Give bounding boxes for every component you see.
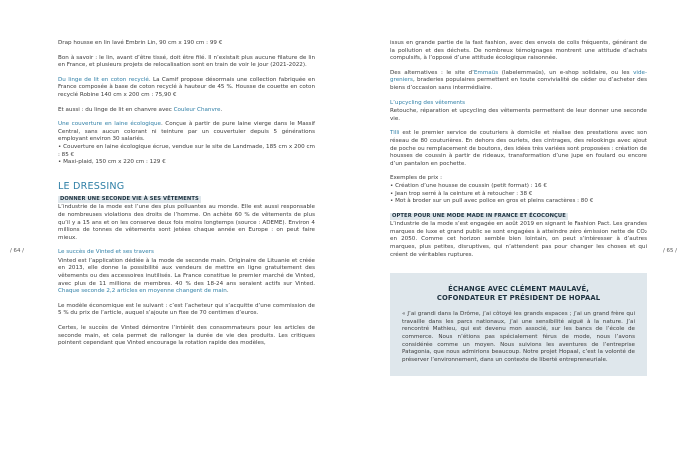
paragraph-laine: Une couverture en laine écologique. Conçue à partir de pure laine vierge dans le Massif Central, sans aucun colorant ni teinture par un couvertuier depuis 5 générations employant environ 30 salariés. — [58, 121, 315, 143]
page-number-left: / 64 / — [10, 248, 24, 254]
link-emmaus[interactable]: Emmaüs — [473, 69, 499, 76]
interview-box — [390, 273, 647, 376]
paragraph-vinted: Vinted est l’application dédiée à la mode de seconde main. Originaire de Lituanie et créée en 2013, elle donne la possibilité aux vendeurs de mettre en ligne gratuitement des vêtements ou des accessoires inutilisés. La France constitue le premier marché de Vinted, avec plus de 11 millions de membres. 40 % des 18-24 ans seraient actifs sur Vinted. Chaque seconde 2,2 articles en moyenne changent de main. — [58, 257, 315, 295]
bullet-prix-housse: • Création d’une housse de coussin (petit format) : 16 € — [390, 182, 547, 189]
right-page — [390, 40, 647, 376]
paragraph-modele: Le modèle économique est le suivant : c’est l’acheteur qui s’acquitte d’une commission de 5 % du prix de l’article, auquel s’ajoute un fixe de 70 centimes d’euros. — [58, 302, 315, 317]
page-number-right: / 65 / — [663, 248, 677, 254]
prix-intro: Exemples de prix : — [390, 175, 442, 182]
link-tilli[interactable]: Tilli — [390, 130, 400, 137]
interview-title: ÉCHANGE AVEC CLÉMENT MAULAVÉ, COFONDATEUR ET PRÉSIDENT DE HOPAAL — [436, 285, 601, 303]
paragraph-retouche: Retouche, réparation et upcycling des vêtements permettent de leur donner une seconde vie. — [390, 108, 647, 122]
paragraph-chanvre: Et aussi : du linge de lit en chanvre avec Couleur Chanvre. — [58, 106, 223, 113]
paragraph-alternatives: Des alternatives : le site d’Emmaüs (labelemmaüs), un e-shop solidaire, ou les vide-greniers, braderies populaires permettent en toute convivialité de céder ou d’acheter des biens d’occasion sans intermédiaire. — [390, 69, 647, 91]
paragraph-linge-coton: Du linge de lit en coton recyclé. La Camif propose désormais une collection fabriquée en France composée à base de coton recyclé à hauteur de 45 %. Housse de couette en coton recyclé Robine 140 cm x 200 cm : 75,90 € — [58, 76, 315, 98]
link-couverture-laine[interactable]: Une couverture en laine écologique — [58, 121, 161, 128]
paragraph-drap: Drap housse en lin lavé Embrin Lin, 90 cm x 190 cm : 99 € — [58, 40, 223, 46]
bullet-couverture: • Couverture en laine écologique écrue, vendue sur le site de Landmade, 185 cm x 200 cm : 85 € — [58, 143, 315, 158]
subheading-upcycling: L’upcycling des vêtements — [390, 99, 466, 106]
highlight-made-in-france: OPTER POUR UNE MODE MADE IN FRANCE ET ÉCOCONÇUE — [392, 212, 566, 219]
paragraph-fashion-pact: L’industrie de la mode s’est engagée en août 2019 en signant le Fashion Pact. Les grandes marques de luxe et grand public se sont engagées à atteindre zéro émission nette de CO₂ en 2050. Comme cet horizon semble bien lointain, on peut s’intéresser à d’autres marques, plus petites, disruptives, qui n’attendent pas pour changer les choses et qui créent de véritables ruptures. — [390, 221, 647, 258]
bullet-maxi-plaid: • Maxi-plaid, 150 cm x 220 cm : 129 € — [58, 159, 166, 166]
highlight-seconde-vie: DONNER UNE SECONDE VIE À SES VÊTEMENTS — [60, 195, 199, 202]
paragraph-bon-a-savoir: Bon à savoir : le lin, avant d’être tissé, doit être filé. Il n’existait plus aucune filature de lin en France, et plusieurs projets de relocalisation sont en train de voir le jour (2021-2022). — [58, 54, 315, 69]
subheading-vinted: Le succès de Vinted et ses travers — [58, 249, 154, 256]
paragraph-tilli: Tilli est le premier service de couturiers à domicile et réalise des prestations avec son réseau de 80 couturières. En dehors des ourlets, des cintrages, des relookings avec ajout de poche ou remplacement de boutons, des idées très variées sont proposées : création de housses de coussin à partir de rideaux, transformation d’une jupe en foulard ou encore d’un pantalon en pochette. — [390, 130, 647, 167]
section-title-dressing: LE DRESSING — [58, 180, 125, 192]
bullet-prix-broderie: • Mot à broder sur un pull avec police en gros et pleins caractères : 80 € — [390, 198, 594, 205]
link-vide-greniers[interactable]: vide-greniers — [390, 69, 647, 84]
interview-text: « J’ai grandi dans la Drôme, j’ai côtoyé les grands espaces ; j’ai un grand frère qui travaille dans les parcs nationaux, j’ai une sensibilité aiguë à la nature. J’ai rencontré Mathieu, qui est devenu mon associé, sur les bancs de l’école de commerce. Nous n’étions pas spécialement férus de mode, nous l’avons considérée comme un moyen. Nous suivions les aventures de l’entreprise Patagonia, que nous admirions beaucoup. Notre projet Hopaal, c’est la volonté de préserver l’environnement, dans un contexte de liberté entrepreneuriale. — [402, 311, 635, 363]
link-couleur-chanvre[interactable]: Couleur Chanvre — [173, 106, 221, 113]
left-page — [58, 40, 315, 355]
paragraph-certes: Certes, le succès de Vinted démontre l’intérêt des consommateurs pour les articles de seconde main, et cela permet de rallonger la durée de vie des produits. Les critiques pointent cependant que Vinted encourage la rotation rapide des modèles, — [58, 325, 315, 347]
link-vinted-stat[interactable]: Chaque seconde 2,2 articles en moyenne changent de main — [58, 288, 227, 295]
paragraph-issus: issus en grande partie de la fast fashion, avec des envois de colis fréquents, générant de la pollution et des déchets. De nombreux témoignages montrent une attitude d’achats compulsifs, à l’opposé d’une attitude écologique raisonnée. — [390, 40, 647, 62]
paragraph-industrie: L’industrie de la mode est l’une des plus polluantes au monde. Elle est aussi responsable de nombreuses violations des droits de l’homme. On achète 60 % de vêtements de plus qu’il y a 15 ans et on les conserve deux fois moins longtemps (source : ADEME). Environ 4 millions de tonnes de vêtements sont jetées chaque année en Europe : on peut faire mieux. — [58, 204, 315, 241]
link-linge-coton-recycle[interactable]: Du linge de lit en coton recyclé — [58, 76, 149, 83]
bullet-prix-jean: • Jean trop serré à la ceinture et à retoucher : 38 € — [390, 190, 533, 197]
